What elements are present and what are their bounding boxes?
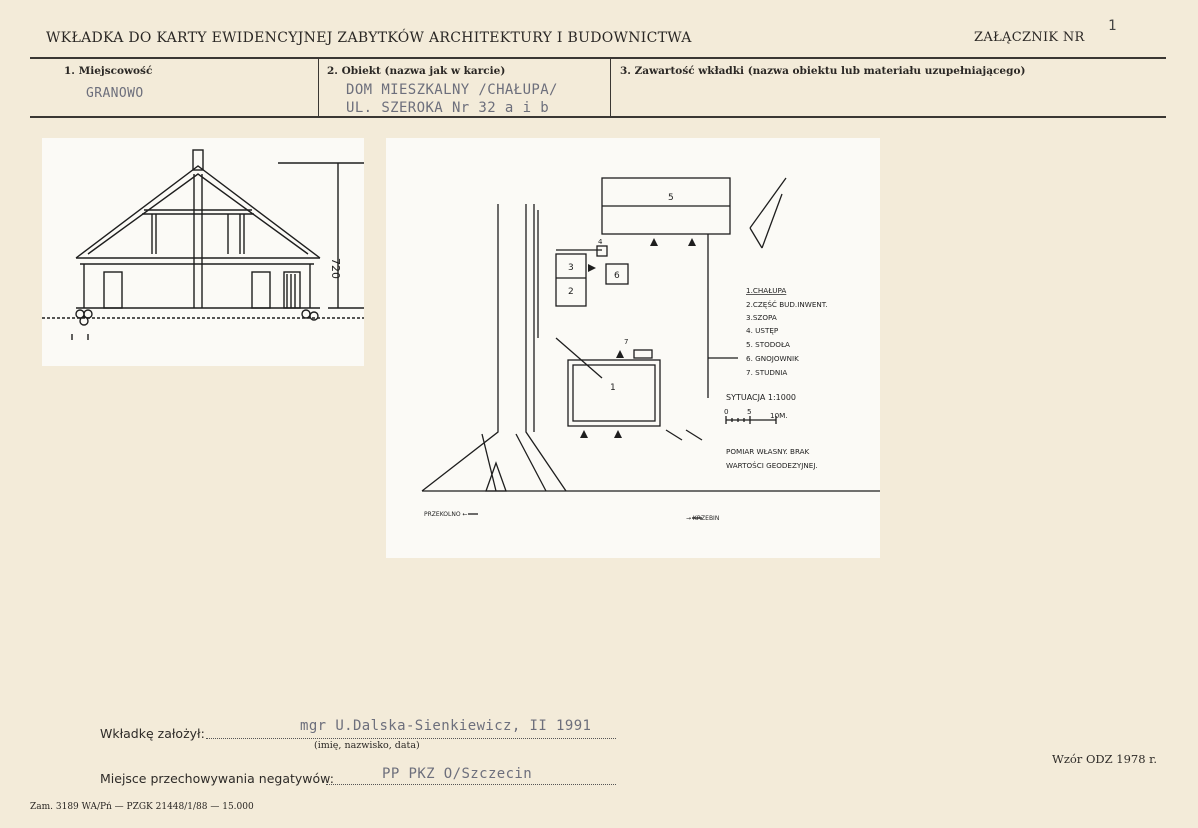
scale-tick-10: 10M. [770,411,788,420]
column-divider-2 [610,59,611,116]
locality-value: GRANOWO [86,86,144,101]
print-info: Zam. 3189 WA/Pń — PZGK 21448/1/88 — 15.000 [30,802,254,812]
road-label-left: PRZEKOLNO ← [424,511,468,518]
object-value-line2: UL. SZEROKA Nr 32 a i b [346,100,550,116]
site-plan-drawing [386,138,880,558]
elevation-drawing-photo [42,138,364,366]
legend-item-4: 4. USTĘP [746,326,779,335]
scale-tick-5: 5 [747,407,752,416]
pattern-info: Wzór ODZ 1978 r. [1052,752,1158,766]
building-number-4: 4 [598,238,603,246]
legend-item-2: 2.CZĘŚĆ BUD.INWENT. [746,300,828,309]
legend-item-7: 7. STUDNIA [746,368,788,377]
negatives-value: PP PKZ O/Szczecin [382,766,533,782]
column-divider-1 [318,59,319,116]
locality-label: 1. Miejscowość [64,65,153,77]
building-number-1: 1 [610,383,616,393]
top-rule [30,57,1166,59]
scale-label: SYTUACJA 1:1000 [726,393,797,402]
building-number-7: 7 [624,338,629,346]
building-number-3: 3 [568,263,574,273]
attachment-label: ZAŁĄCZNIK NR [974,30,1085,45]
building-number-5: 5 [668,193,674,203]
height-dimension-label: 720 [329,258,342,279]
founder-label: Wkładkę założył: [100,726,205,741]
object-value-line1: DOM MIESZKALNY /CHAŁUPA/ [346,82,558,98]
legend-item-1: 1.CHAŁUPA [746,286,787,295]
founder-value: mgr U.Dalska-Sienkiewicz, II 1991 [300,718,592,734]
building-number-2: 2 [568,287,574,297]
scale-tick-0: 0 [724,407,729,416]
legend-item-6: 6. GNOJOWNIK [746,354,799,363]
road-label-right: → KRZEBIN [686,515,720,522]
content-label: 3. Zawartość wkładki (nazwa obiektu lub materiału uzupełniającego) [620,65,1026,77]
building-number-6: 6 [614,271,620,281]
negatives-label: Miejsce przechowywania negatywów: [100,771,334,786]
legend-item-3: 3.SZOPA [746,313,777,322]
legend-item-5: 5. STODOŁA [746,340,790,349]
attachment-number: 1 [1108,18,1117,34]
survey-note-line2: WARTOŚCI GEODEZYJNEJ. [726,461,818,470]
site-plan-photo [386,138,880,558]
house-elevation-drawing [42,138,364,366]
document-title: WKŁADKA DO KARTY EWIDENCYJNEJ ZABYTKÓW ARCHITEKTURY I BUDOWNICTWA [46,30,692,46]
founder-caption: (imię, nazwisko, data) [314,740,420,751]
founder-dotted-line [206,738,616,739]
negatives-dotted-line [326,784,616,785]
object-label: 2. Obiekt (nazwa jak w karcie) [327,65,506,77]
bottom-rule [30,116,1166,118]
survey-note-line1: POMIAR WŁASNY. BRAK [726,447,810,456]
